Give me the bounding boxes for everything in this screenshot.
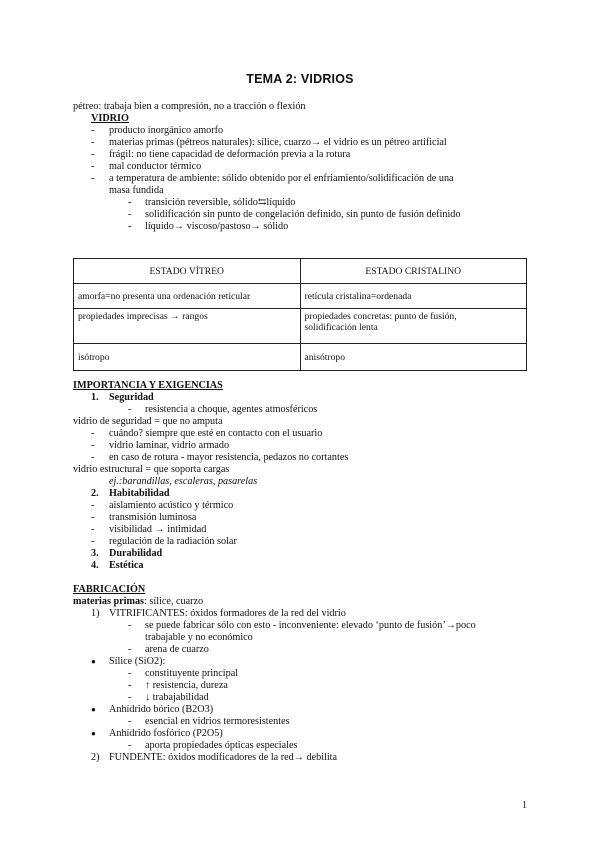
table-cell	[300, 309, 527, 344]
list-item: VITRIFICANTES: óxidos formadores de la red del vidrio	[109, 608, 346, 619]
number-marker: 4.	[91, 560, 99, 571]
list-item: Anhídrido fosfórico (P2O5)	[109, 728, 223, 739]
dash-marker: -	[91, 149, 95, 160]
dash-marker: -	[128, 668, 132, 679]
list-item: regulación de la radiación solar	[109, 536, 237, 547]
table-row	[74, 309, 527, 344]
sub-list-item: constituyente principal	[145, 668, 239, 679]
list-item: en caso de rotura - mayor resistencia, pedazos no cortantes	[109, 452, 349, 463]
table-cell: retícula cristalina=ordenada	[300, 284, 527, 309]
sub-list-item: solidificación sin punto de congelación definido, sin punto de fusión definido	[145, 209, 461, 220]
table-header-row	[74, 259, 527, 284]
dash-marker: -	[91, 161, 95, 172]
dash-marker: -	[91, 125, 95, 136]
table-cell: anisótropo	[300, 344, 527, 371]
example-text: ej.:barandillas, escaleras, pasarelas	[109, 476, 258, 487]
dash-marker: -	[91, 137, 95, 148]
list-item: vidrio laminar, vidrio armado	[109, 440, 230, 451]
table-cell-line: propiedades concretas: punto de fusión,	[304, 311, 457, 322]
page-number: 1	[522, 800, 527, 811]
dash-marker: -	[128, 404, 132, 415]
list-item: cuándo? siempre que esté en contacto con el usuario	[109, 428, 323, 439]
list-item: transmisión luminosa	[109, 512, 197, 523]
number-marker: 1.	[91, 392, 99, 403]
dash-marker: -	[128, 692, 132, 703]
text-line: vidrio de seguridad = que no amputa	[73, 416, 223, 427]
page-title: TEMA 2: VIDRIOS	[246, 72, 354, 86]
table-row	[74, 344, 527, 371]
bullet-icon: ●	[91, 657, 96, 666]
bullet-icon: ●	[91, 705, 96, 714]
section-heading-fabricacion: FABRICACIÓN	[73, 584, 146, 595]
section-heading-vidrio: VIDRIO	[91, 113, 129, 124]
states-table	[73, 258, 527, 371]
sub-list-item-continuation: trabajable y no económico	[145, 632, 253, 643]
materias-primas-line	[73, 596, 203, 608]
sub-list-item: líquido→ viscoso/pastoso→ sólido	[145, 221, 289, 232]
number-marker: 2)	[91, 752, 100, 763]
dash-marker: -	[91, 440, 95, 451]
dash-marker: -	[91, 524, 95, 535]
bullet-icon: ●	[91, 729, 96, 738]
sub-list-item: se puede fabricar sólo con esto - inconveniente: elevado ‘punto de fusión’→poco	[145, 620, 476, 631]
dash-marker: -	[128, 644, 132, 655]
dash-marker: -	[128, 740, 132, 751]
list-item: a temperatura de ambiente: sólido obtenido por el enfriamiento/solidificación de una	[109, 173, 454, 184]
sub-list-item: aporta propiedades ópticas especiales	[145, 740, 298, 751]
dash-marker: -	[128, 680, 132, 691]
subheading-habitabilidad: Habitabilidad	[109, 488, 170, 499]
table-cell: amorfa=no presenta una ordenación reticular	[74, 284, 301, 309]
list-item: producto inorgánico amorfo	[109, 125, 224, 136]
intro-text: pétreo: trabaja bien a compresión, no a tracción o flexión	[73, 101, 306, 112]
list-item: Sílice (SiO2):	[109, 656, 166, 667]
dash-marker: -	[128, 197, 132, 208]
table-cell: isótropo	[74, 344, 301, 371]
sub-list-item: resistencia a choque, agentes atmosféricos	[145, 404, 318, 415]
section-heading-importancia: IMPORTANCIA Y EXIGENCIAS	[73, 380, 223, 391]
subheading-durabilidad: Durabilidad	[109, 548, 163, 559]
number-marker: 2.	[91, 488, 99, 499]
list-item: FUNDENTE: óxidos modificadores de la red→ debilita	[109, 752, 338, 763]
list-item: materias primas (pétreos naturales): sílice, cuarzo→ el vidrio es un pétreo artificial	[109, 137, 447, 148]
text-line: vidrio estructural = que soporta cargas	[73, 464, 230, 475]
dash-marker: -	[91, 173, 95, 184]
sub-list-item: arena de cuarzo	[145, 644, 209, 655]
list-item: Anhídrido bórico (B2O3)	[109, 704, 214, 715]
table-cell-line: solidificación lenta	[304, 322, 378, 333]
list-item: visibilidad → intimidad	[109, 524, 207, 535]
table-header-cell: ESTADO CRISTALINO	[300, 259, 527, 284]
number-marker: 1)	[91, 608, 100, 619]
dash-marker: -	[128, 221, 132, 232]
dash-marker: -	[91, 452, 95, 463]
list-item: mal conductor térmico	[109, 161, 202, 172]
list-item: frágil: no tiene capacidad de deformación previa a la rotura	[109, 149, 351, 160]
dash-marker: -	[91, 512, 95, 523]
materias-primas-label: materias primas	[73, 596, 145, 607]
dash-marker: -	[128, 620, 132, 631]
sub-list-item: ↑ resistencia, dureza	[145, 680, 228, 691]
list-item: aislamiento acústico y térmico	[109, 500, 234, 511]
sub-list-item: transición reversible, sólido⇆líquido	[145, 197, 296, 208]
subheading-seguridad: Seguridad	[109, 392, 154, 403]
sub-list-item: ↓ trabajabilidad	[145, 692, 209, 703]
dash-marker: -	[91, 536, 95, 547]
sub-list-item: esencial en vidrios termoresistentes	[145, 716, 290, 727]
dash-marker: -	[128, 209, 132, 220]
subheading-estetica: Estética	[109, 560, 144, 571]
table-row	[74, 284, 527, 309]
materias-primas-value: : sílice, cuarzo	[144, 596, 204, 607]
table-header-cell: ESTADO VÍTREO	[74, 259, 301, 284]
dash-marker: -	[128, 716, 132, 727]
list-item-continuation: masa fundida	[109, 185, 164, 196]
dash-marker: -	[91, 500, 95, 511]
dash-marker: -	[91, 428, 95, 439]
number-marker: 3.	[91, 548, 99, 559]
table-cell: propiedades imprecisas → rangos	[74, 309, 301, 344]
